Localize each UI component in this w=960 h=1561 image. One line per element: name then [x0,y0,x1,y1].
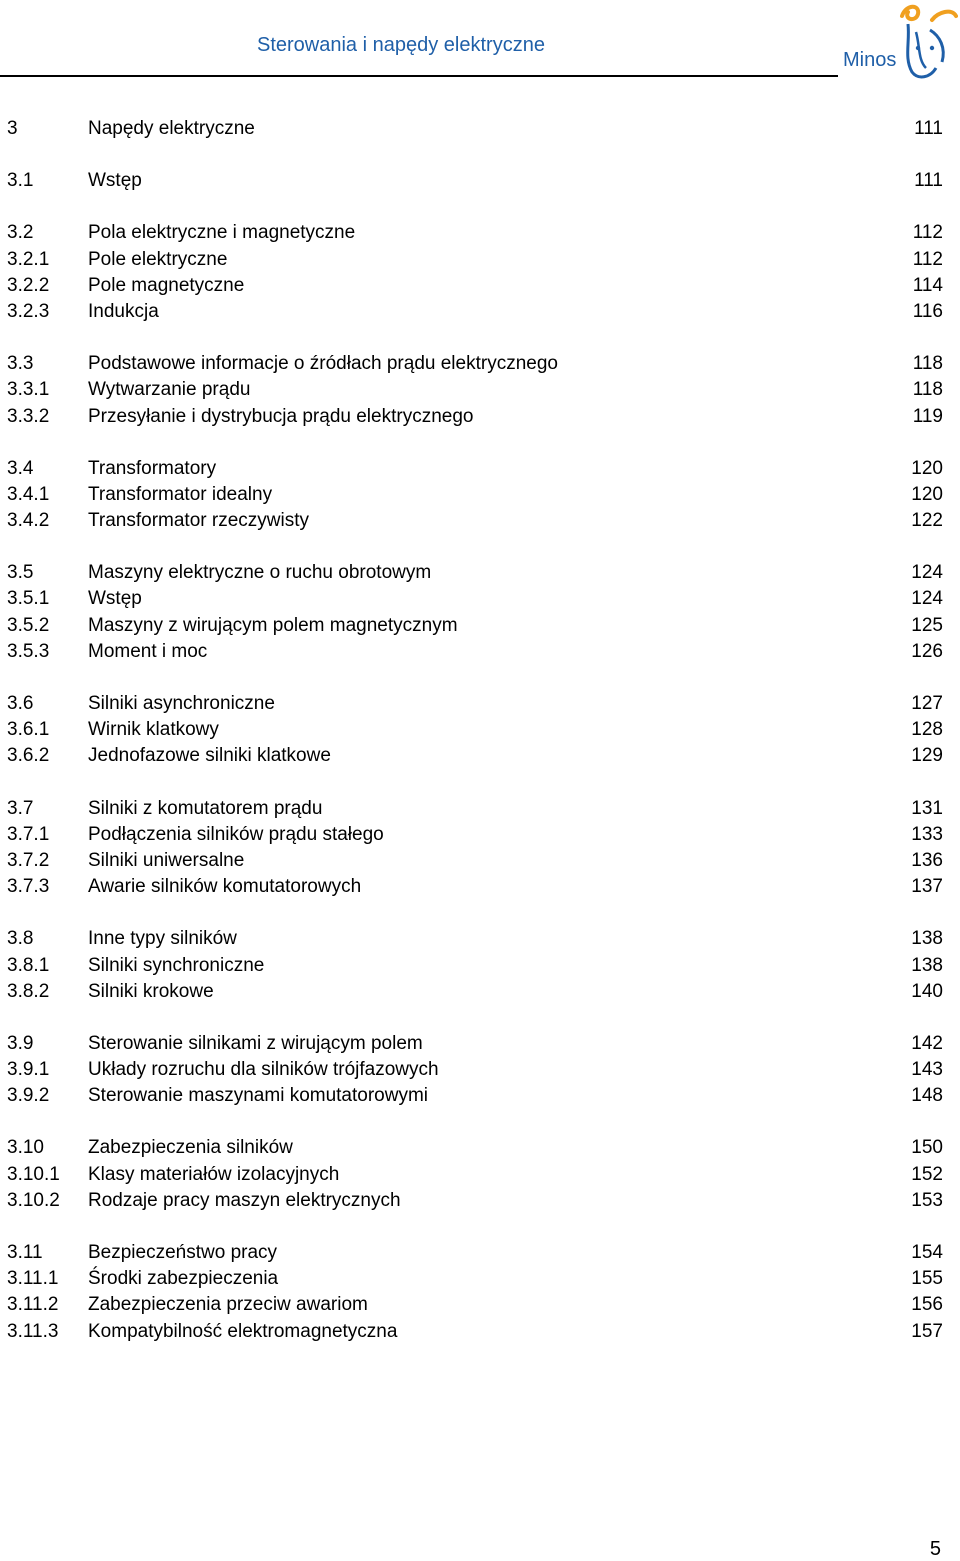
toc-entry-page: 120 [911,483,943,505]
toc-entry-number: 3.5.2 [7,614,50,636]
toc-entry-title: Inne typy silników [88,928,237,950]
toc-entry-page: 142 [911,1032,943,1054]
toc-entry[interactable] [7,404,943,430]
toc-entry-number: 3.6 [7,693,34,714]
toc-entry-number: 3.6.1 [7,719,50,741]
toc-entry-title: Transformator rzeczywisty [88,510,309,532]
toc-entry-title: Środki zabezpieczenia [88,1268,279,1290]
toc-entry-number: 3.9.1 [7,1059,50,1081]
toc-entry-page: 138 [911,954,943,976]
toc-entry-number: 3.8 [7,928,34,950]
toc-section [7,456,943,535]
toc-entry[interactable] [7,1083,943,1109]
toc-entry-number: 3.11.3 [7,1320,59,1342]
toc-entry-title: Rodzaje pracy maszyn elektrycznych [88,1189,401,1211]
toc-entry-number: 3.2.1 [7,248,50,270]
toc-entry[interactable] [7,691,943,717]
toc-entry-number: 3.5.1 [7,588,50,610]
toc-entry-number: 3.8.1 [7,954,50,976]
toc-entry[interactable] [7,639,943,665]
document-title: Sterowania i napędy elektryczne [257,34,545,56]
toc-entry[interactable] [7,1057,943,1083]
toc-entry[interactable] [7,351,943,377]
toc-entry-number: 3.11.2 [7,1294,59,1316]
toc-entry-page: 119 [912,405,943,427]
toc-section [7,796,943,901]
toc-section [7,926,943,1005]
toc-section [7,220,943,325]
toc-entry-title: Silniki z komutatorem prądu [88,797,323,819]
toc-entry-page: 157 [911,1320,943,1342]
toc-entry-page: 143 [911,1059,943,1081]
toc-entry-page: 136 [911,849,943,871]
toc-entry[interactable] [7,220,943,246]
toc-entry-title: Transformator idealny [88,483,273,505]
toc-entry-number: 3.4.1 [7,483,50,505]
toc-entry-page: 137 [911,876,943,898]
toc-entry[interactable] [7,796,943,822]
toc-entry-number: 3.2.2 [7,274,50,296]
toc-entry-title: Wstęp [88,588,142,610]
toc-entry-number: 3.7.1 [7,823,50,845]
toc-entry-page: 152 [911,1163,943,1185]
toc-entry-title: Pola elektryczne i magnetyczne [88,222,356,244]
toc-entry-page: 131 [911,797,943,819]
toc-entry-number: 3.2.3 [7,300,50,322]
toc-entry-title: Zabezpieczenia przeciw awariom [88,1294,368,1316]
page-number: 5 [929,1538,941,1560]
toc-entry-page: 116 [912,300,943,322]
toc-entry-title: Bezpieczeństwo pracy [88,1242,278,1263]
toc-entry[interactable] [7,1266,943,1292]
toc-entry-page: 114 [912,274,943,296]
toc-entry-number: 3.11.1 [7,1268,59,1290]
toc-entry-number: 3.11 [7,1242,43,1263]
table-of-contents [7,116,943,1371]
toc-entry-page: 155 [911,1268,943,1290]
toc-entry[interactable] [7,1292,943,1318]
toc-entry-title: Maszyny z wirującym polem magnetycznym [88,614,458,636]
toc-entry[interactable] [7,508,943,534]
toc-entry-page: 150 [911,1137,943,1159]
toc-entry-page: 133 [911,823,943,845]
toc-entry[interactable] [7,456,943,482]
toc-entry-number: 3.4 [7,457,34,479]
toc-entry[interactable] [7,743,943,769]
toc-entry-number: 3.9 [7,1032,34,1054]
toc-entry-number: 3.7.2 [7,849,50,871]
toc-entry-page: 120 [911,457,943,479]
toc-entry[interactable] [7,874,943,900]
toc-entry[interactable] [7,717,943,743]
toc-entry[interactable] [7,1240,943,1266]
toc-entry-title: Sterowanie silnikami z wirującym polem [88,1032,423,1054]
toc-entry[interactable] [7,848,943,874]
toc-entry-page: 111 [914,118,943,139]
toc-entry-page: 118 [912,379,943,401]
toc-entry-title: Układy rozruchu dla silników trójfazowych [88,1059,439,1081]
toc-entry-title: Wirnik klatkowy [88,719,219,741]
toc-entry-title: Wytwarzanie prądu [88,379,251,401]
toc-entry-title: Przesyłanie i dystrybucja prądu elektrycznego [88,405,474,427]
toc-entry[interactable] [7,482,943,508]
toc-entry-number: 3.1 [7,170,34,192]
toc-entry-title: Maszyny elektryczne o ruchu obrotowym [88,562,432,584]
toc-section [7,1031,943,1110]
toc-entry-number: 3.3.2 [7,405,50,427]
toc-entry[interactable] [7,586,943,612]
brand-name: Minos [843,49,897,71]
toc-entry-title: Silniki asynchroniczne [88,693,275,714]
toc-entry-page: 140 [911,980,943,1002]
toc-entry-page: 127 [911,693,943,714]
toc-section [7,1135,943,1214]
toc-entry-title: Jednofazowe silniki klatkowe [88,745,331,767]
toc-entry[interactable] [7,168,943,194]
toc-entry-number: 3.7 [7,797,34,819]
toc-entry-title: Wstęp [88,170,142,192]
toc-entry-title: Sterowanie maszynami komutatorowymi [88,1085,429,1107]
toc-section [7,116,943,142]
toc-entry-number: 3.3.1 [7,379,50,401]
toc-entry-page: 118 [912,353,943,375]
toc-entry-title: Klasy materiałów izolacyjnych [88,1163,340,1185]
toc-entry-title: Pole magnetyczne [88,274,245,296]
toc-entry[interactable] [7,822,943,848]
toc-entry-title: Indukcja [88,300,159,322]
toc-entry-page: 156 [911,1294,943,1316]
toc-entry-title: Awarie silników komutatorowych [88,876,362,898]
toc-entry-title: Silniki synchroniczne [88,954,265,976]
toc-section [7,560,943,665]
toc-entry[interactable] [7,1162,943,1188]
toc-entry[interactable] [7,1031,943,1057]
toc-entry-page: 112 [912,222,943,244]
toc-entry[interactable] [7,953,943,979]
toc-entry[interactable] [7,247,943,273]
toc-entry-page: 125 [911,614,943,636]
toc-entry-number: 3.10.1 [7,1163,60,1185]
toc-entry-page: 112 [912,248,943,270]
toc-entry-page: 124 [911,562,943,584]
header-divider [0,75,838,77]
toc-entry-number: 3.8.2 [7,980,50,1002]
toc-entry-page: 148 [911,1085,943,1107]
toc-entry-page: 153 [911,1189,943,1211]
toc-entry-title: Kompatybilność elektromagnetyczna [88,1320,398,1342]
toc-entry[interactable] [7,1135,943,1161]
minos-logo-icon [896,2,958,80]
toc-section [7,691,943,770]
toc-entry-title: Transformatory [88,457,217,479]
toc-entry-number: 3.9.2 [7,1085,50,1107]
toc-entry-page: 126 [911,640,943,662]
toc-entry[interactable] [7,299,943,325]
toc-entry[interactable] [7,1319,943,1345]
toc-entry-title: Napędy elektryczne [88,118,255,139]
toc-entry-title: Podstawowe informacje o źródłach prądu elektrycznego [88,353,558,375]
toc-section [7,1240,943,1345]
toc-entry-number: 3 [7,118,18,139]
toc-entry-title: Zabezpieczenia silników [88,1137,293,1159]
toc-entry-number: 3.10.2 [7,1189,60,1211]
toc-entry[interactable] [7,979,943,1005]
toc-entry-number: 3.5.3 [7,640,50,662]
toc-entry-number: 3.7.3 [7,876,50,898]
toc-entry-page: 124 [911,588,943,610]
toc-entry-page: 154 [911,1242,943,1263]
toc-entry-page: 138 [911,928,943,950]
toc-entry[interactable] [7,377,943,403]
toc-entry-number: 3.2 [7,222,34,244]
toc-entry-title: Silniki uniwersalne [88,849,245,871]
toc-entry-title: Podłączenia silników prądu stałego [88,823,384,845]
toc-entry-page: 129 [911,745,943,767]
toc-entry-number: 3.10 [7,1137,44,1159]
toc-entry-page: 122 [911,510,943,532]
toc-entry[interactable] [7,613,943,639]
toc-entry[interactable] [7,116,943,142]
toc-entry-number: 3.3 [7,353,34,375]
toc-entry[interactable] [7,560,943,586]
toc-entry[interactable] [7,926,943,952]
toc-entry-number: 3.4.2 [7,510,50,532]
toc-entry[interactable] [7,273,943,299]
toc-section [7,351,943,430]
toc-entry-page: 128 [911,719,943,741]
toc-entry-title: Pole elektryczne [88,248,228,270]
toc-entry-number: 3.5 [7,562,34,584]
toc-entry-title: Moment i moc [88,640,208,662]
toc-entry-title: Silniki krokowe [88,980,214,1002]
toc-entry-page: 111 [914,170,943,192]
toc-section [7,168,943,194]
toc-entry-number: 3.6.2 [7,745,50,767]
toc-entry[interactable] [7,1188,943,1214]
